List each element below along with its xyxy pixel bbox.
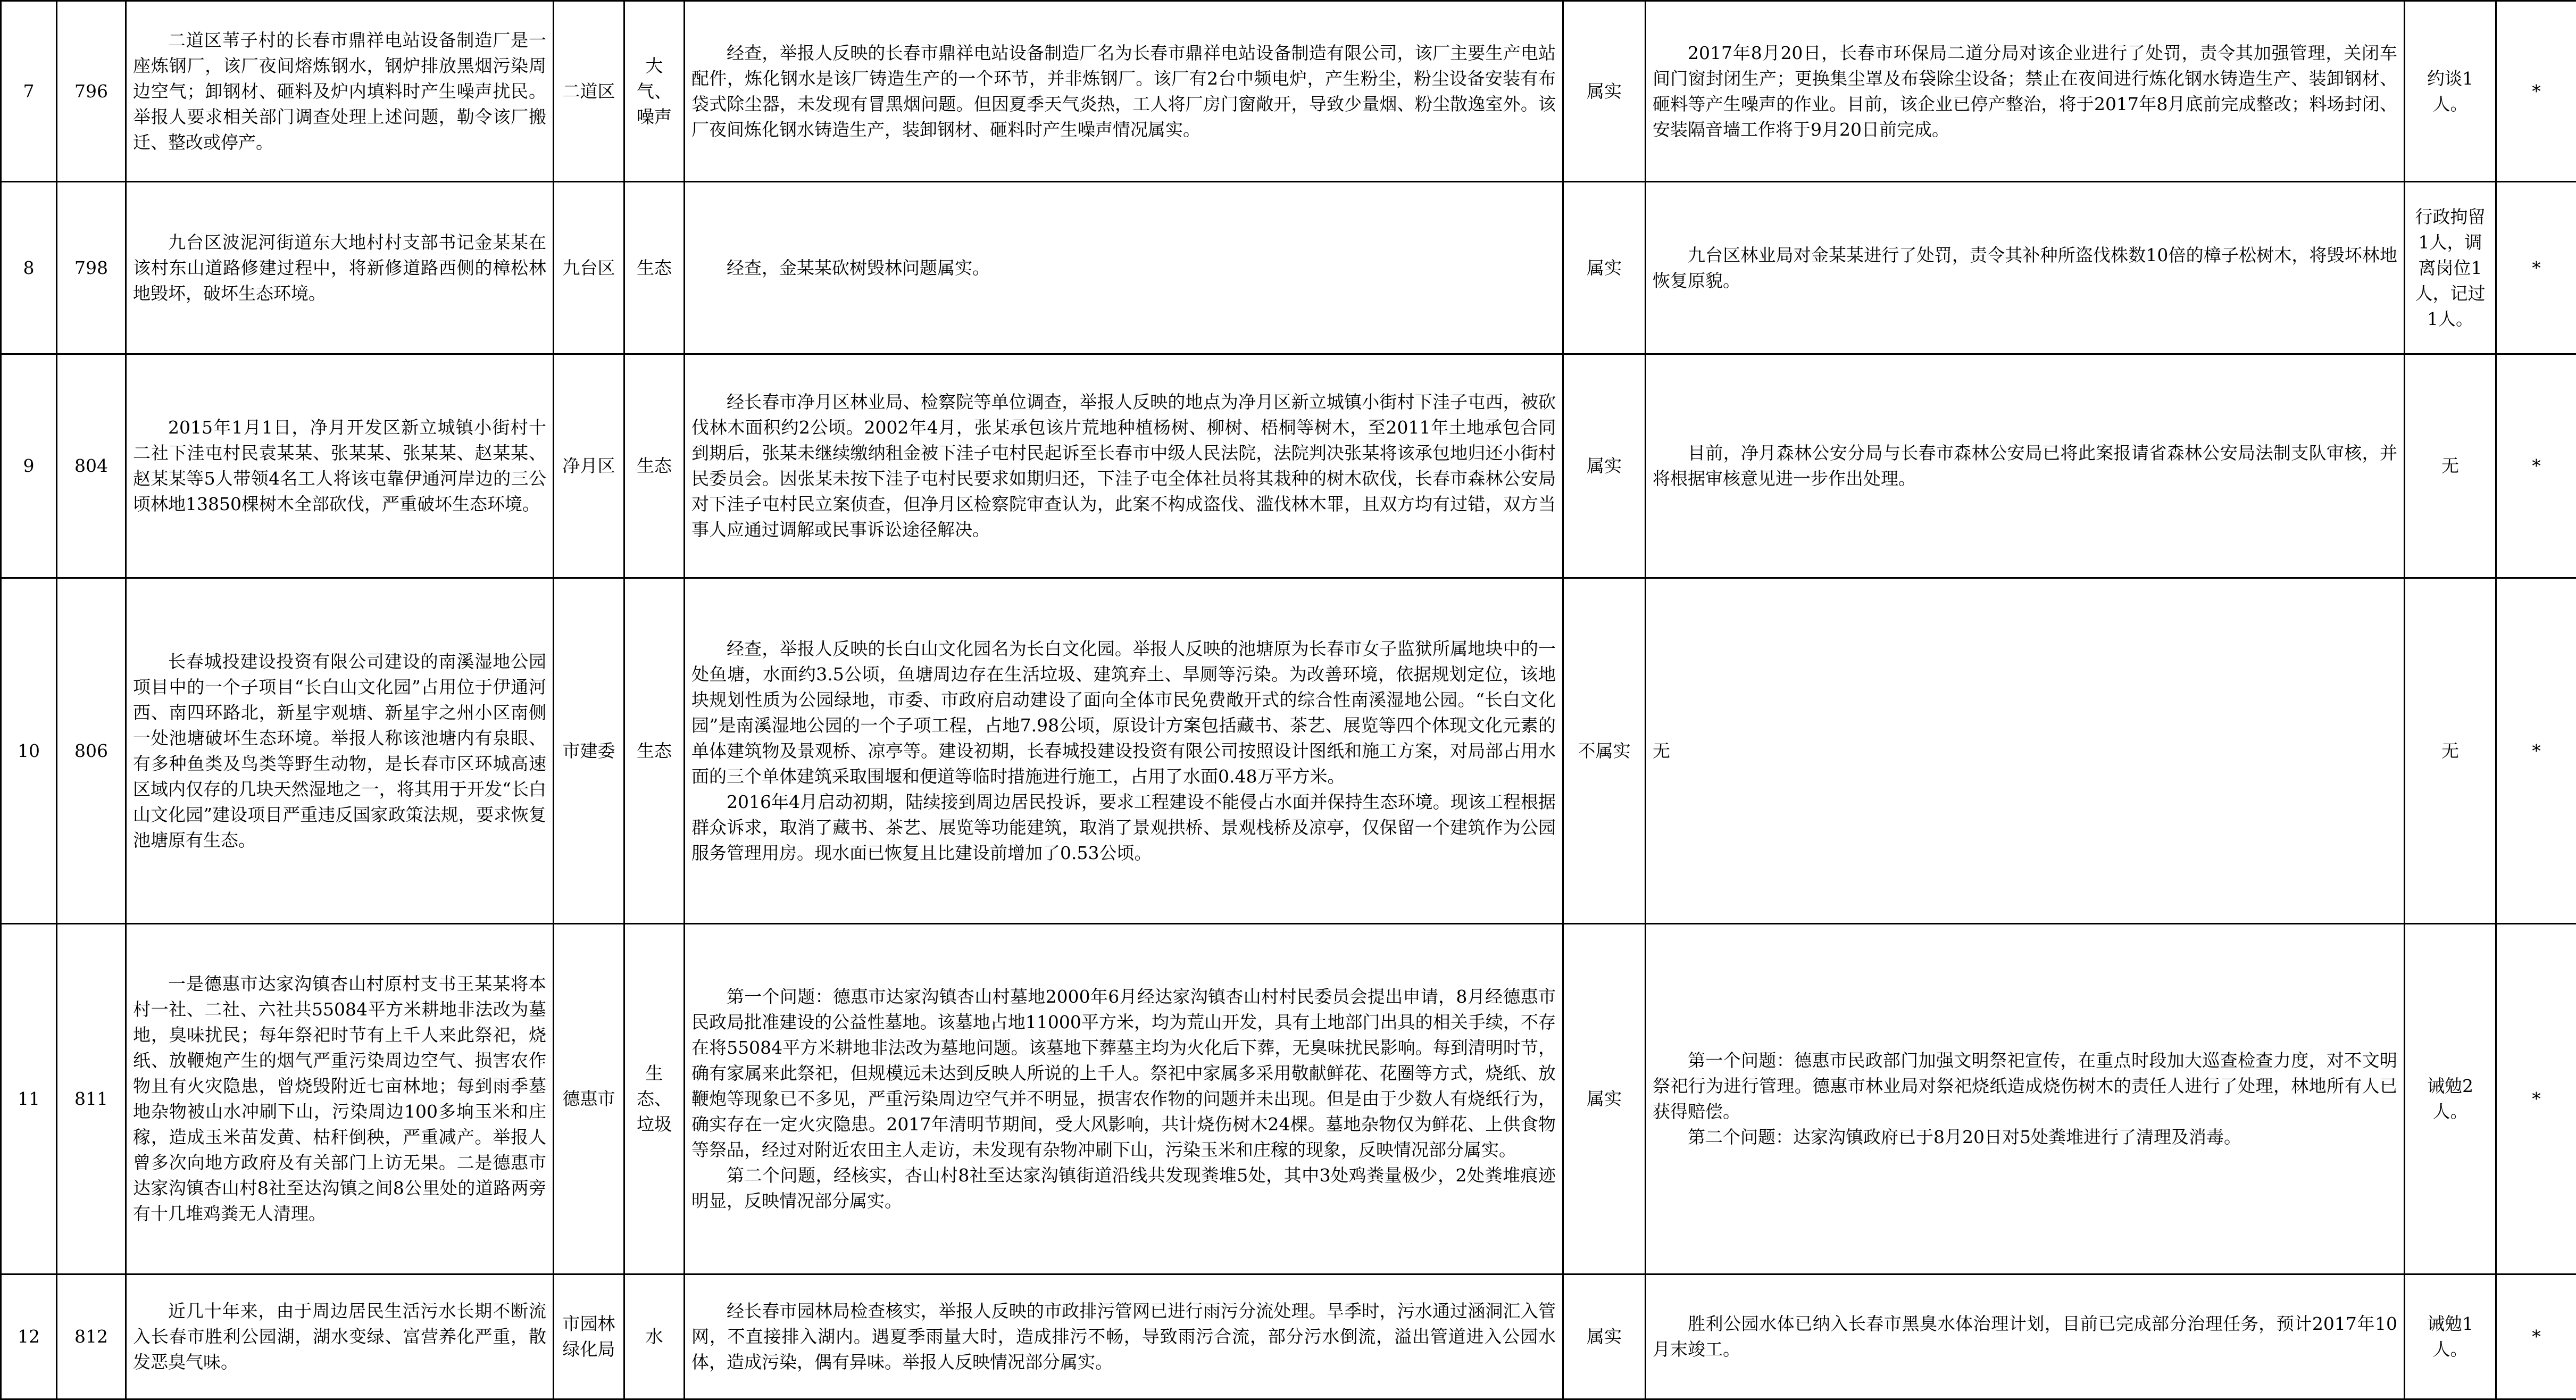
handling-measures-cell <box>1646 182 2405 354</box>
accountability-cell: 无 <box>2405 578 2496 924</box>
handling-measures-cell-paragraph: 2017年8月20日，长春市环保局二道分局对该企业进行了处罚，责令其加强管理，关闭车间门窗封闭生产；更换集尘罩及布袋除尘设备；禁止在夜间进行炼化钢水铸造生产、装卸钢材、砸料等产生噪声的作业。目前，该企业已停产整治，将于2017年8月底前完成整改；料场封闭、安装隔音墙工作将于9月20日前完成。 <box>1653 40 2397 143</box>
handling-measures-cell-paragraph: 第一个问题：德惠市民政部门加强文明祭祀宣传，在重点时段加大巡查检查力度，对不文明祭祀行为进行管理。德惠市林业局对祭祀烧纸造成烧伤树木的责任人进行了处理，林地所有人已获得赔偿。 <box>1653 1048 2397 1124</box>
district-cell: 二道区 <box>554 1 624 182</box>
accountability-cell: 诫勉2人。 <box>2405 924 2496 1274</box>
accountability-cell: 约谈1人。 <box>2405 1 2496 182</box>
accusation-cell-paragraph: 2015年1月1日，净月开发区新立城镇小街村十二社下洼屯村民袁某某、张某某、张某某、赵某某、赵某某等5人带领4名工人将该屯靠伊通河岸边的三公顷林地13850棵树木全部砍伐，严重破坏生态环境。 <box>133 415 546 517</box>
investigation-result-cell-paragraph: 经查，举报人反映的长春市鼎祥电站设备制造厂名为长春市鼎祥电站设备制造有限公司，该厂主要生产电站配件，炼化钢水是该厂铸造生产的一个环节，并非炼钢厂。该厂有2台中频电炉，产生粉尘，粉尘设备安装有布袋式除尘器，未发现有冒黑烟问题。但因夏季天气炎热，工人将厂房门窗敞开，导致少量烟、粉尘散逸室外。该厂夜间炼化钢水铸造生产，装卸钢材、砸料时产生噪声情况属实。 <box>691 40 1556 143</box>
verdict-cell: 属实 <box>1563 924 1646 1274</box>
table-body <box>1 1 2576 1399</box>
accountability-cell: 诫勉1人。 <box>2405 1274 2496 1399</box>
handling-measures-cell <box>1646 578 2405 924</box>
investigation-result-cell-paragraph: 2016年4月启动初期，陆续接到周边居民投诉，要求工程建设不能侵占水面并保持生态环境。现该工程根据群众诉求，取消了藏书、茶艺、展览等功能建筑，取消了景观拱桥、景观栈桥及凉亭，仅保留一个建筑作为公园服务管理用房。现水面已恢复且比建设前增加了0.53公顷。 <box>691 789 1556 866</box>
investigation-result-cell <box>685 578 1563 924</box>
mark-cell: * <box>2496 578 2576 924</box>
pollution-type-cell: 生态 <box>624 182 685 354</box>
case-number-cell: 796 <box>57 1 126 182</box>
investigation-result-cell-paragraph: 第二个问题，经核实，杏山村8社至达家沟镇街道沿线共发现粪堆5处，其中3处鸡粪量极少，2处粪堆痕迹明显，反映情况部分属实。 <box>691 1163 1556 1214</box>
handling-measures-cell <box>1646 1 2405 182</box>
case-number-cell: 804 <box>57 354 126 578</box>
verdict-cell: 不属实 <box>1563 578 1646 924</box>
pollution-type-cell: 生态 <box>624 354 685 578</box>
handling-measures-cell-paragraph: 九台区林业局对金某某进行了处罚，责令其补种所盗伐株数10倍的樟子松树木，将毁坏林地恢复原貌。 <box>1653 243 2397 294</box>
accusation-cell <box>126 924 554 1274</box>
accusation-cell <box>126 1274 554 1399</box>
mark-cell: * <box>2496 182 2576 354</box>
accusation-cell <box>126 578 554 924</box>
accusation-cell-paragraph: 一是德惠市达家沟镇杏山村原村支书王某某将本村一社、二社、六社共55084平方米耕地非法改为墓地，臭味扰民；每年祭祀时节有上千人来此祭祀，烧纸、放鞭炮产生的烟气严重污染周边空气、损害农作物且有火灾隐患，曾烧毁附近七亩林地；每到雨季墓地杂物被山水冲刷下山，污染周边100多垧玉米和庄稼，造成玉米苗发黄、枯秆倒秧，严重减产。举报人曾多次向地方政府及有关部门上访无果。二是德惠市达家沟镇杏山村8社至达沟镇之间8公里处的道路两旁有十几堆鸡粪无人清理。 <box>133 971 546 1227</box>
verdict-cell: 属实 <box>1563 354 1646 578</box>
case-number-cell: 812 <box>57 1274 126 1399</box>
case-number-cell: 806 <box>57 578 126 924</box>
row-index-cell: 12 <box>1 1274 57 1399</box>
pollution-type-cell: 生态 <box>624 578 685 924</box>
accountability-cell: 行政拘留1人，调离岗位1人，记过1人。 <box>2405 182 2496 354</box>
accusation-cell <box>126 1 554 182</box>
mark-cell: * <box>2496 924 2576 1274</box>
row-index-cell: 9 <box>1 354 57 578</box>
investigation-result-cell <box>685 924 1563 1274</box>
investigation-result-cell <box>685 1 1563 182</box>
investigation-result-cell-paragraph: 经查，金某某砍树毁林问题属实。 <box>691 255 1556 281</box>
investigation-result-cell-paragraph: 第一个问题：德惠市达家沟镇杏山村墓地2000年6月经达家沟镇杏山村村民委员会提出申请，8月经德惠市民政局批准建设的公益性墓地。该墓地占地11000平方米，均为荒山开发，具有土地部门出具的相关手续，不存在将55084平方米耕地非法改为墓地问题。该墓地下葬墓主均为火化后下葬，无臭味扰民影响。每到清明时节，确有家属来此祭祀，但规模远未达到反映人所说的上千人。祭祀中家属多采用敬献鲜花、花圈等方式，烧纸、放鞭炮等现象已不多见，严重污染周边空气并不明显，损害农作物的问题并未出现。但是由于少数人有烧纸行为，确实存在一定火灾隐患。2017年清明节期间，受大风影响，共计烧伤树木24棵。墓地杂物仅为鲜花、上供食物等祭品，经过对附近农田主人走访，未发现有杂物冲刷下山，污染玉米和庄稼的现象，反映情况部分属实。 <box>691 984 1556 1163</box>
table-row <box>1 1 2576 182</box>
handling-measures-cell-paragraph: 第二个问题：达家沟镇政府已于8月20日对5处粪堆进行了清理及消毒。 <box>1653 1124 2397 1150</box>
district-cell: 九台区 <box>554 182 624 354</box>
table-row <box>1 578 2576 924</box>
case-number-cell: 798 <box>57 182 126 354</box>
table-row <box>1 354 2576 578</box>
investigation-result-cell <box>685 1274 1563 1399</box>
handling-measures-cell <box>1646 1274 2405 1399</box>
verdict-cell: 属实 <box>1563 1 1646 182</box>
investigation-result-cell <box>685 354 1563 578</box>
handling-measures-cell-paragraph: 无 <box>1653 738 2397 764</box>
pollution-type-cell: 生态、垃圾 <box>624 924 685 1274</box>
mark-cell: * <box>2496 1 2576 182</box>
verdict-cell: 属实 <box>1563 1274 1646 1399</box>
accusation-cell <box>126 182 554 354</box>
investigation-result-cell-paragraph: 经查，举报人反映的长白山文化园名为长白文化园。举报人反映的池塘原为长春市女子监狱所属地块中的一处鱼塘，水面约3.5公顷，鱼塘周边存在生活垃圾、建筑弃土、旱厕等污染。为改善环境，依据规划定位，该地块规划性质为公园绿地，市委、市政府启动建设了面向全体市民免费敞开式的综合性南溪湿地公园。“长白文化园”是南溪湿地公园的一个子项工程，占地7.98公顷，原设计方案包括藏书、茶艺、展览等四个体现文化元素的单体建筑物及景观桥、凉亭等。建设初期，长春城投建设投资有限公司按照设计图纸和施工方案，对局部占用水面的三个单体建筑采取围堰和便道等临时措施进行施工，占用了水面0.48万平方米。 <box>691 636 1556 789</box>
verdict-cell: 属实 <box>1563 182 1646 354</box>
accountability-cell: 无 <box>2405 354 2496 578</box>
table-row <box>1 1274 2576 1399</box>
accusation-cell-paragraph: 九台区波泥河街道东大地村村支部书记金某某在该村东山道路修建过程中，将新修道路西侧的樟松林地毁坏，破坏生态环境。 <box>133 230 546 306</box>
handling-measures-cell <box>1646 354 2405 578</box>
handling-measures-cell-paragraph: 胜利公园水体已纳入长春市黑臭水体治理计划，目前已完成部分治理任务，预计2017年10月末竣工。 <box>1653 1311 2397 1362</box>
table-row <box>1 182 2576 354</box>
accusation-cell-paragraph: 长春城投建设投资有限公司建设的南溪湿地公园项目中的一个子项目“长白山文化园”占用位于伊通河西、南四环路北，新星宇观塘、新星宇之州小区南侧一处池塘破坏生态环境。举报人称该池塘内有泉眼、有多种鱼类及鸟类等野生动物，是长春市区环城高速区域内仅存的几块天然湿地之一，将其用于开发“长白山文化园”建设项目严重违反国家政策法规，要求恢复池塘原有生态。 <box>133 649 546 853</box>
row-index-cell: 7 <box>1 1 57 182</box>
district-cell: 净月区 <box>554 354 624 578</box>
handling-measures-cell <box>1646 924 2405 1274</box>
accusation-cell-paragraph: 二道区苇子村的长春市鼎祥电站设备制造厂是一座炼钢厂，该厂夜间熔炼钢水，钢炉排放黑烟污染周边空气；卸钢材、砸料及炉内填料时产生噪声扰民。举报人要求相关部门调查处理上述问题，勒令该厂搬迁、整改或停产。 <box>133 28 546 155</box>
table-row <box>1 924 2576 1274</box>
district-cell: 德惠市 <box>554 924 624 1274</box>
handling-measures-cell-paragraph: 目前，净月森林公安分局与长春市森林公安局已将此案报请省森林公安局法制支队审核，并将根据审核意见进一步作出处理。 <box>1653 440 2397 491</box>
investigation-result-cell <box>685 182 1563 354</box>
district-cell: 市建委 <box>554 578 624 924</box>
mark-cell: * <box>2496 354 2576 578</box>
investigation-result-cell-paragraph: 经长春市净月区林业局、检察院等单位调查，举报人反映的地点为净月区新立城镇小街村下洼子屯西，被砍伐林木面积约2公顷。2002年4月，张某承包该片荒地种植杨树、柳树、梧桐等树木，至2011年土地承包合同到期后，张某未继续缴纳租金被下洼子屯村民起诉至长春市中级人民法院，法院判决张某将该承包地归还小街村民委员会。因张某未按下洼子屯村民要求如期归还，下洼子屯全体社员将其栽种的树木砍伐，长春市森林公安局对下洼子屯村民立案侦查，但净月区检察院审查认为，此案不构成盗伐、滥伐林木罪，且双方均有过错，双方当事人应通过调解或民事诉讼途径解决。 <box>691 389 1556 543</box>
district-cell: 市园林绿化局 <box>554 1274 624 1399</box>
investigation-result-cell-paragraph: 经长春市园林局检查核实，举报人反映的市政排污管网已进行雨污分流处理。旱季时，污水通过涵洞汇入管网，不直接排入湖内。遇夏季雨量大时，造成排污不畅，导致雨污合流，部分污水倒流，溢出管道进入公园水体，造成污染，偶有异味。举报人反映情况部分属实。 <box>691 1298 1556 1375</box>
row-index-cell: 11 <box>1 924 57 1274</box>
pollution-type-cell: 水 <box>624 1274 685 1399</box>
row-index-cell: 8 <box>1 182 57 354</box>
accusation-cell <box>126 354 554 578</box>
pollution-type-cell: 大气、噪声 <box>624 1 685 182</box>
row-index-cell: 10 <box>1 578 57 924</box>
case-number-cell: 811 <box>57 924 126 1274</box>
accusation-cell-paragraph: 近几十年来，由于周边居民生活污水长期不断流入长春市胜利公园湖，湖水变绿、富营养化严重，散发恶臭气味。 <box>133 1298 546 1375</box>
mark-cell: * <box>2496 1274 2576 1399</box>
